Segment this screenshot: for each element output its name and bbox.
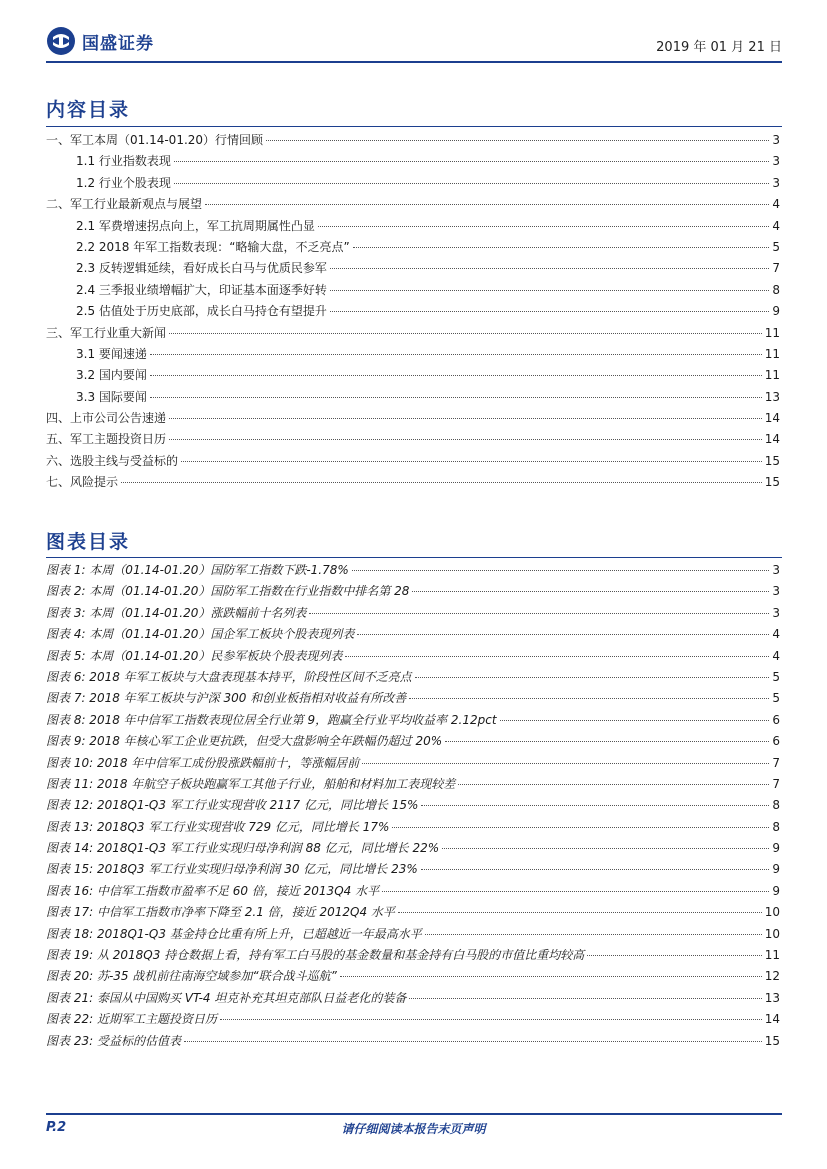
- dot-leader: [340, 976, 762, 977]
- dot-leader: [184, 1041, 762, 1042]
- entry-label: 六、选股主线与受益标的: [46, 453, 179, 468]
- entry-label: 2.2 2018 年军工指数表现：“略输大盘，不乏亮点”: [76, 239, 350, 254]
- entry-page-number: 15: [764, 475, 780, 490]
- figure-entry[interactable]: [46, 818, 780, 839]
- toc-entry[interactable]: [46, 409, 780, 430]
- entry-label: 图表 19: 从 2018Q3 持仓数据上看，持有军工白马股的基金数量和基金持有白马股的市值比重均较高: [46, 948, 585, 963]
- entry-label: 图表 10: 2018 年中信军工成份股涨跌幅前十，等涨幅居前: [46, 755, 360, 770]
- figure-entry[interactable]: [46, 561, 780, 582]
- entry-page-number: 15: [764, 1033, 780, 1048]
- figure-entry[interactable]: [46, 1010, 780, 1031]
- contents-divider: [46, 126, 782, 127]
- dot-leader: [362, 763, 769, 764]
- entry-page-number: 11: [764, 325, 780, 340]
- dot-leader: [345, 656, 769, 657]
- dot-leader: [458, 784, 769, 785]
- dot-leader: [382, 891, 769, 892]
- entry-label: 图表 23: 受益标的估值表: [46, 1033, 181, 1048]
- entry-label: 3.3 国际要闻: [76, 389, 147, 404]
- dot-leader: [409, 698, 769, 699]
- entry-label: 图表 18: 2018Q1-Q3 基金持仓比重有所上升，已超越近一年最高水平: [46, 926, 422, 941]
- entry-label: 四、上市公司公告速递: [46, 411, 167, 426]
- dot-leader: [412, 591, 769, 592]
- entry-page-number: 8: [772, 282, 780, 297]
- entry-page-number: 8: [772, 798, 780, 813]
- figure-entry[interactable]: [46, 903, 780, 924]
- figure-entry[interactable]: [46, 775, 780, 796]
- entry-label: 1.1 行业指数表现: [76, 154, 171, 169]
- entry-page-number: 12: [764, 969, 780, 984]
- dot-leader: [169, 439, 762, 440]
- figure-entry[interactable]: [46, 839, 780, 860]
- dot-leader: [150, 397, 762, 398]
- toc-entry[interactable]: [46, 473, 780, 494]
- entry-label: 五、军工主题投资日历: [46, 432, 167, 447]
- toc-entry[interactable]: [46, 388, 780, 409]
- figures-title: 图表目录: [46, 531, 131, 553]
- entry-label: 图表 12: 2018Q1-Q3 军工行业实现营收 2117 亿元，同比增长 15%: [46, 798, 419, 813]
- figure-entry[interactable]: [46, 882, 780, 903]
- entry-label: 图表 21: 泰国从中国购买 VT-4 坦克补充其坦克部队日益老化的装备: [46, 990, 407, 1005]
- dot-leader: [205, 204, 769, 205]
- toc-entry[interactable]: [46, 302, 780, 323]
- entry-label: 图表 5: 本周（01.14-01.20）民参军板块个股表现列表: [46, 648, 343, 663]
- figure-entry[interactable]: [46, 925, 780, 946]
- entry-label: 图表 14: 2018Q1-Q3 军工行业实现归母净利润 88 亿元，同比增长 22%: [46, 841, 440, 856]
- toc-entry[interactable]: [46, 152, 780, 173]
- entry-page-number: 7: [772, 755, 780, 770]
- entry-label: 图表 16: 中信军工指数市盈率不足 60 倍，接近 2013Q4 水平: [46, 883, 380, 898]
- header-divider: [46, 61, 782, 63]
- toc-entry[interactable]: [46, 430, 780, 451]
- page-header: [46, 22, 782, 62]
- figure-entry[interactable]: [46, 668, 780, 689]
- dot-leader: [421, 869, 770, 870]
- entry-page-number: 7: [772, 776, 780, 791]
- entry-label: 2.3 反转逻辑延续，看好成长白马与优质民参军: [76, 261, 327, 276]
- figure-entry[interactable]: [46, 604, 780, 625]
- company-logo: [46, 25, 154, 57]
- entry-label: 图表 8: 2018 年中信军工指数表现位居全行业第 9，跑赢全行业平均收益率 2.12pct: [46, 712, 497, 727]
- entry-label: 2.4 三季报业绩增幅扩大，印证基本面逐季好转: [76, 282, 327, 297]
- toc-entry[interactable]: [46, 345, 780, 366]
- dot-leader: [174, 183, 769, 184]
- figure-entry[interactable]: [46, 732, 780, 753]
- entry-label: 三、军工行业重大新闻: [46, 325, 167, 340]
- dot-leader: [442, 848, 769, 849]
- entry-label: 二、军工行业最新观点与展望: [46, 197, 203, 212]
- figure-entry[interactable]: [46, 625, 780, 646]
- toc-entry[interactable]: [46, 452, 780, 473]
- entry-label: 图表 3: 本周（01.14-01.20）涨跌幅前十名列表: [46, 605, 307, 620]
- figure-entry[interactable]: [46, 689, 780, 710]
- company-name: 国盛证券: [82, 33, 154, 54]
- entry-page-number: 7: [772, 261, 780, 276]
- entry-label: 图表 17: 中信军工指数市净率下降至 2.1 倍，接近 2012Q4 水平: [46, 905, 395, 920]
- dot-leader: [174, 161, 769, 162]
- figure-entry[interactable]: [46, 582, 780, 603]
- dot-leader: [587, 955, 762, 956]
- entry-page-number: 4: [772, 218, 780, 233]
- entry-label: 图表 11: 2018 年航空子板块跑赢军工其他子行业，船舶和材料加工表现较差: [46, 776, 456, 791]
- entry-page-number: 9: [772, 304, 780, 319]
- page-number: P.2: [46, 1120, 67, 1135]
- entry-page-number: 9: [772, 862, 780, 877]
- dot-leader: [309, 613, 769, 614]
- toc-entry[interactable]: [46, 259, 780, 280]
- entry-page-number: 3: [772, 563, 780, 577]
- entry-page-number: 14: [764, 1012, 780, 1027]
- entry-page-number: 3: [772, 584, 780, 599]
- dot-leader: [353, 247, 770, 248]
- entry-page-number: 3: [772, 175, 780, 190]
- dot-leader: [330, 268, 769, 269]
- entry-page-number: 14: [764, 411, 780, 426]
- entry-page-number: 11: [764, 368, 780, 383]
- dot-leader: [352, 570, 770, 571]
- entry-label: 图表 9: 2018 年核心军工企业更抗跌，但受大盘影响全年跌幅仍超过 20%: [46, 734, 443, 749]
- dot-leader: [318, 226, 769, 227]
- entry-label: 七、风险提示: [46, 475, 119, 490]
- entry-label: 3.1 要闻速递: [76, 346, 147, 361]
- entry-page-number: 4: [772, 627, 780, 642]
- entry-label: 1.2 行业个股表现: [76, 175, 171, 190]
- dot-leader: [330, 290, 769, 291]
- dot-leader: [121, 482, 762, 483]
- disclaimer-note: 请仔细阅读本报告末页声明: [341, 1122, 486, 1136]
- entry-label: 图表 6: 2018 年军工板块与大盘表现基本持平，阶段性区间不乏亮点: [46, 669, 412, 684]
- entry-page-number: 8: [772, 819, 780, 834]
- figure-entry[interactable]: [46, 967, 780, 988]
- dot-leader: [330, 311, 769, 312]
- entry-label: 2.1 军费增速拐点向上，军工抗周期属性凸显: [76, 218, 315, 233]
- dot-leader: [398, 912, 762, 913]
- entry-page-number: 3: [772, 133, 780, 147]
- entry-page-number: 9: [772, 883, 780, 898]
- toc-entry[interactable]: [46, 324, 780, 345]
- entry-page-number: 6: [772, 734, 780, 749]
- toc-entry[interactable]: [46, 131, 780, 152]
- entry-page-number: 10: [764, 905, 780, 920]
- company-logo-icon: [46, 26, 76, 56]
- toc-entry[interactable]: [46, 281, 780, 302]
- entry-label: 图表 2: 本周（01.14-01.20）国防军工指数在行业指数中排名第 28: [46, 584, 410, 599]
- table-of-contents: [46, 131, 780, 495]
- entry-page-number: 5: [772, 691, 780, 706]
- dot-leader: [425, 934, 762, 935]
- figure-entry[interactable]: [46, 647, 780, 668]
- entry-page-number: 13: [764, 389, 780, 404]
- dot-leader: [500, 720, 770, 721]
- dot-leader: [392, 827, 769, 828]
- entry-page-number: 3: [772, 154, 780, 169]
- dot-leader: [150, 375, 762, 376]
- entry-page-number: 3: [772, 605, 780, 620]
- figure-entry[interactable]: [46, 1032, 780, 1053]
- footer-divider: [46, 1113, 782, 1115]
- dot-leader: [421, 805, 769, 806]
- dot-leader: [357, 634, 769, 635]
- figure-entry[interactable]: [46, 754, 780, 775]
- entry-page-number: 14: [764, 432, 780, 447]
- report-date: 2019 年 01 月 21 日: [656, 40, 782, 55]
- entry-label: 一、军工本周（01.14-01.20）行情回顾: [46, 133, 264, 147]
- figure-entry[interactable]: [46, 860, 780, 881]
- entry-page-number: 11: [764, 948, 780, 963]
- dot-leader: [409, 998, 761, 999]
- dot-leader: [220, 1019, 762, 1020]
- entry-page-number: 13: [764, 990, 780, 1005]
- entry-page-number: 5: [772, 669, 780, 684]
- dot-leader: [169, 418, 762, 419]
- entry-label: 图表 22: 近期军工主题投资日历: [46, 1012, 217, 1027]
- figure-entry[interactable]: [46, 796, 780, 817]
- contents-title: 内容目录: [46, 99, 131, 121]
- dot-leader: [415, 677, 770, 678]
- toc-entry[interactable]: [46, 174, 780, 195]
- entry-label: 图表 13: 2018Q3 军工行业实现营收 729 亿元，同比增长 17%: [46, 819, 390, 834]
- dot-leader: [150, 354, 762, 355]
- entry-label: 图表 7: 2018 年军工板块与沪深 300 和创业板指相对收益有所改善: [46, 691, 407, 706]
- dot-leader: [445, 741, 769, 742]
- toc-entry[interactable]: [46, 366, 780, 387]
- entry-page-number: 15: [764, 453, 780, 468]
- entry-page-number: 4: [772, 197, 780, 212]
- list-of-figures: [46, 561, 780, 1053]
- toc-entry[interactable]: [46, 217, 780, 238]
- figure-entry[interactable]: [46, 989, 780, 1010]
- figures-divider: [46, 557, 782, 558]
- entry-label: 2.5 估值处于历史底部，成长白马持仓有望提升: [76, 304, 327, 319]
- entry-label: 3.2 国内要闻: [76, 368, 147, 383]
- entry-page-number: 6: [772, 712, 780, 727]
- toc-entry[interactable]: [46, 238, 780, 259]
- entry-page-number: 11: [764, 346, 780, 361]
- entry-page-number: 10: [764, 926, 780, 941]
- entry-page-number: 4: [772, 648, 780, 663]
- figure-entry[interactable]: [46, 711, 780, 732]
- entry-label: 图表 20: 苏-35 战机前往南海空域参加“联合战斗巡航”: [46, 969, 337, 984]
- dot-leader: [169, 333, 762, 334]
- dot-leader: [266, 140, 769, 141]
- dot-leader: [181, 461, 762, 462]
- figure-entry[interactable]: [46, 946, 780, 967]
- entry-page-number: 5: [772, 239, 780, 254]
- entry-label: 图表 4: 本周（01.14-01.20）国企军工板块个股表现列表: [46, 627, 355, 642]
- entry-page-number: 9: [772, 841, 780, 856]
- entry-label: 图表 15: 2018Q3 军工行业实现归母净利润 30 亿元，同比增长 23%: [46, 862, 418, 877]
- entry-label: 图表 1: 本周（01.14-01.20）国防军工指数下跌-1.78%: [46, 563, 349, 577]
- toc-entry[interactable]: [46, 195, 780, 216]
